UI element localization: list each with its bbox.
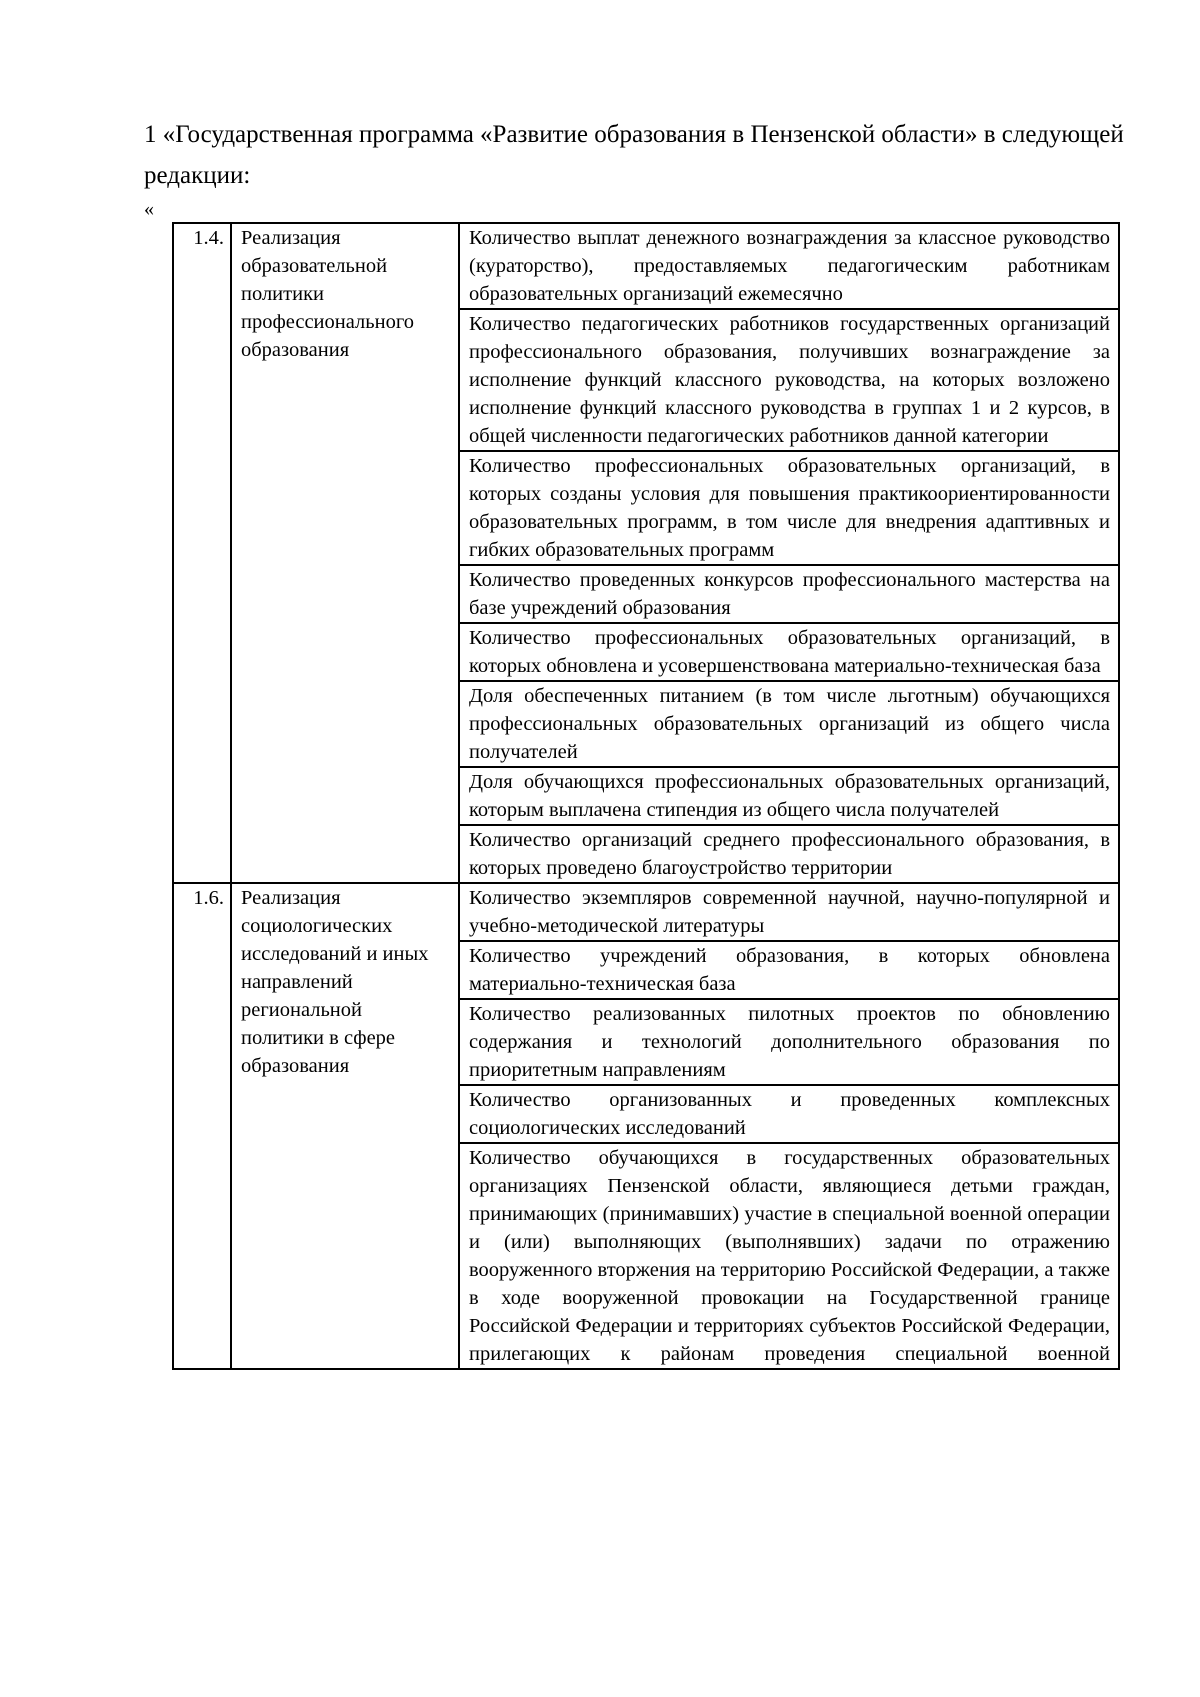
indicator-cell: Количество организованных и проведенных комплексных социологических исследований	[459, 1085, 1119, 1143]
indicator-cell: Количество проведенных конкурсов профессионального мастерства на базе учреждений образования	[459, 565, 1119, 623]
indicator-cell: Количество профессиональных образовательных организаций, в которых обновлена и усовершенствована материально-техническая база	[459, 623, 1119, 681]
indicator-cell: Количество организаций среднего профессионального образования, в которых проведено благоустройство территории	[459, 825, 1119, 883]
indicator-cell: Доля обучающихся профессиональных образовательных организаций, которым выплачена стипендия из общего числа получателей	[459, 767, 1119, 825]
table-row	[173, 223, 1119, 309]
section-name: Реализация образовательной политики профессионального образования	[231, 223, 459, 883]
indicator-cell: Количество учреждений образования, в которых обновлена материально-техническая база	[459, 941, 1119, 999]
section-name: Реализация социологических исследований и иных направлений региональной политики в сфере образования	[231, 883, 459, 1369]
table-row	[173, 883, 1119, 941]
indicator-cell: Количество педагогических работников государственных организаций профессионального образования, получивших вознаграждение за исполнение функций классного руководства, на которых возложено исполнение функций классного руководства в группах 1 и 2 курсов, в общей численности педагогических работников данной категории	[459, 309, 1119, 451]
indicator-cell: Количество обучающихся в государственных образовательных организациях Пензенской области, являющиеся детьми граждан, принимающих (принимавших) участие в специальной военной операции и (или) выполняющих (выполнявших) задачи по отражению вооруженного вторжения на территорию Российской Федерации, а также в ходе вооруженной провокации на Государственной границе Российской Федерации и территориях субъектов Российской Федерации, прилегающих к районам проведения специальной военной	[459, 1143, 1119, 1369]
section-number: 1.4.	[173, 223, 231, 883]
indicator-cell: Количество выплат денежного вознаграждения за классное руководство (кураторство), предоставляемых педагогическим работникам образовательных организаций ежемесячно	[459, 223, 1119, 309]
indicator-cell: Количество профессиональных образовательных организаций, в которых созданы условия для повышения практикоориентированности образовательных программ, в том числе для внедрения адаптивных и гибких образовательных программ	[459, 451, 1119, 565]
program-indicators-table	[172, 222, 1120, 1370]
opening-quote-mark: «	[144, 198, 154, 220]
indicator-cell: Доля обеспеченных питанием (в том числе льготным) обучающихся профессиональных образовательных организаций из общего числа получателей	[459, 681, 1119, 767]
indicator-cell: Количество экземпляров современной научной, научно-популярной и учебно-методической литературы	[459, 883, 1119, 941]
indicator-cell: Количество реализованных пилотных проектов по обновлению содержания и технологий дополнительного образования по приоритетным направлениям	[459, 999, 1119, 1085]
section-number: 1.6.	[173, 883, 231, 1369]
document-heading: 1 «Государственная программа «Развитие образования в Пензенской области» в следующей редакции:	[144, 121, 1124, 189]
